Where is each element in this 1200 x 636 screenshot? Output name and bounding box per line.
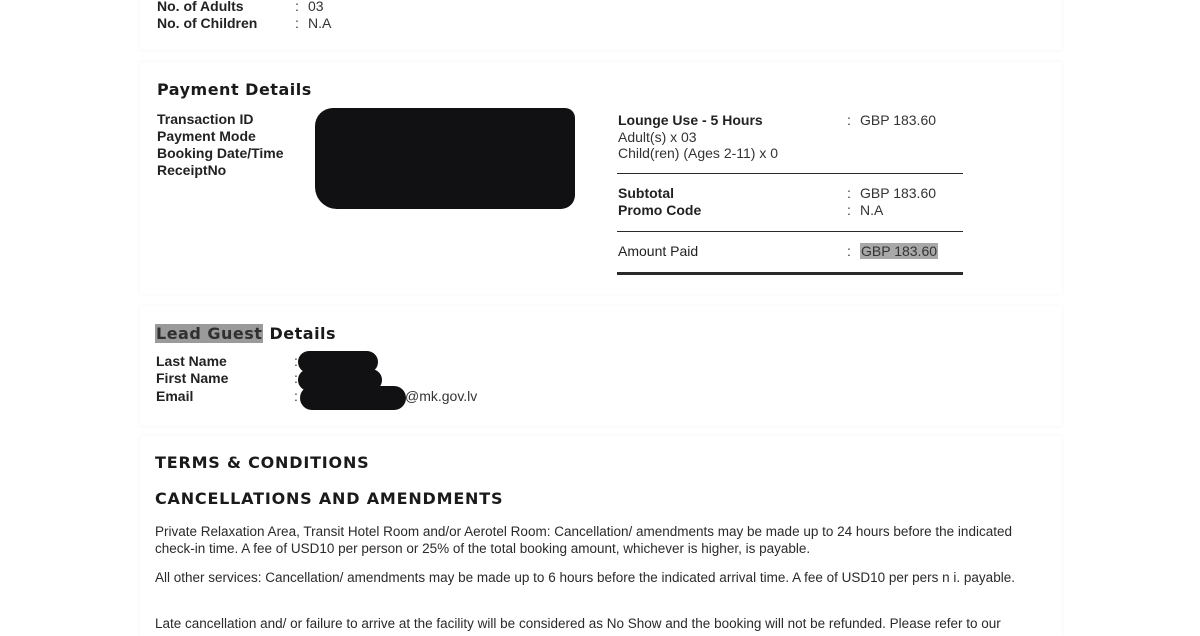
terms-title: TERMS & CONDITIONS [155, 453, 370, 472]
lounge-use-price: GBP 183.60 [860, 112, 937, 128]
terms-paragraph-2: All other services: Cancellation/ amendments may be made up to 6 hours before the indicated arrival time. A fee of USD10 per pers n i. payable. [155, 570, 1015, 585]
receipt-no-label: ReceiptNo [157, 162, 227, 178]
adults-separator: : [295, 0, 299, 14]
adults-count-line: Adult(s) x 03 [618, 129, 697, 145]
subtotal-value: GBP 183.60 [860, 185, 937, 201]
amount-paid-value-wrap [860, 243, 938, 260]
email-domain: @mk.gov.lv [405, 388, 478, 404]
adults-value: 03 [308, 0, 324, 14]
subtotal-separator: : [847, 185, 851, 201]
transaction-id-label: Transaction ID [157, 111, 254, 127]
email-label: Email [156, 388, 194, 404]
first-name-label: First Name [156, 370, 229, 386]
divider-1 [617, 173, 963, 174]
children-separator: : [295, 15, 299, 31]
email-separator: : [294, 388, 298, 404]
redacted-payment-block [315, 108, 575, 209]
lead-guest-title-rest: Details [263, 324, 337, 343]
booking-summary-panel [140, 0, 1062, 50]
children-label: No. of Children [157, 15, 258, 31]
divider-2 [617, 231, 963, 232]
lead-guest-highlight: Lead Guest [156, 324, 263, 343]
last-name-label: Last Name [156, 353, 227, 369]
subtotal-label: Subtotal [618, 185, 674, 201]
terms-paragraph-1: Private Relaxation Area, Transit Hotel Room and/or Aerotel Room: Cancellation/ amendments may be made up to 24 hours before the indicated check-in time. A fee of USD10 per person or 25% of the total booking amount, whichever is higher, is payable. [155, 524, 1012, 556]
lead-guest-title [155, 324, 336, 343]
first-name-separator: : [294, 370, 298, 386]
last-name-separator: : [294, 353, 298, 369]
booking-datetime-label: Booking Date/Time [157, 145, 284, 161]
promo-code-value: N.A [860, 202, 884, 218]
amount-paid-separator: : [847, 243, 851, 259]
promo-code-label: Promo Code [618, 202, 702, 218]
payment-details-title: Payment Details [157, 80, 312, 99]
promo-code-separator: : [847, 202, 851, 218]
children-count-line: Child(ren) (Ages 2-11) x 0 [618, 145, 779, 161]
payment-mode-label: Payment Mode [157, 128, 256, 144]
adults-label: No. of Adults [157, 0, 244, 14]
terms-paragraph-3: Late cancellation and/ or failure to arrive at the facility will be considered as No Show and the booking will not be refunded. Please refer to our [155, 616, 1001, 631]
lounge-use-separator: : [847, 112, 851, 128]
divider-total [617, 272, 963, 275]
children-value: N.A [308, 15, 332, 31]
amount-paid-value: GBP 183.60 [861, 243, 938, 259]
redacted-email-user [300, 386, 406, 410]
cancellations-title: CANCELLATIONS AND AMENDMENTS [155, 489, 504, 508]
lounge-use-label: Lounge Use - 5 Hours [618, 112, 763, 128]
amount-paid-label: Amount Paid [618, 243, 699, 259]
